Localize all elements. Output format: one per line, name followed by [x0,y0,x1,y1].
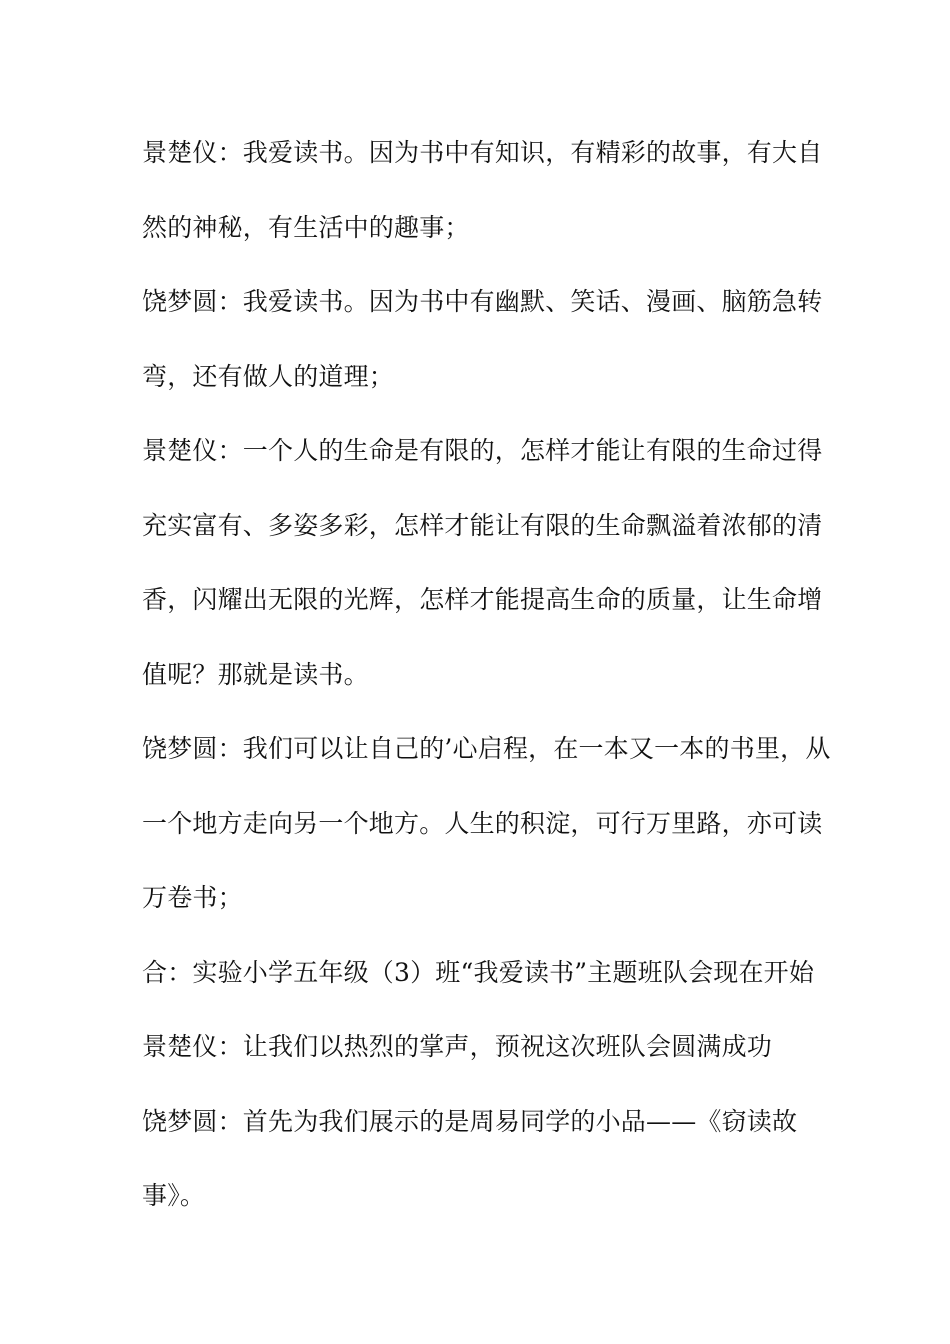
text-line-2: 然的神秘，有生活中的趣事； [142,212,470,242]
text-line-7: 香，闪耀出无限的光辉，怎样才能提高生命的质量，让生命增 [142,585,823,614]
text-line-9: 饶梦圆：我们可以让自己的’心启程，在一本又一本的书里，从 [142,734,831,763]
text-line-15: 事》。 [142,1181,206,1210]
text-line-13: 景楚仪：让我们以热烈的掌声，预祝这次班队会圆满成功 [142,1032,773,1061]
text-line-3: 饶梦圆：我爱读书。因为书中有幽默、笑话、漫画、脑筋急转 [142,287,823,316]
text-line-8: 值呢？那就是读书。 [142,659,369,689]
document-body [142,128,831,1246]
text-line-12: 合：实验小学五年级（3）班“我爱读书”主题班队会现在开始 [142,957,815,987]
text-line-10: 一个地方走向另一个地方。人生的积淀，可行万里路，亦可读 [142,808,823,838]
text-line-11: 万卷书； [142,883,243,912]
text-line-1: 景楚仪：我爱读书。因为书中有知识，有精彩的故事，有大自 [142,138,823,167]
text-line-14: 饶梦圆：首先为我们展示的是周易同学的小品——《窃读故 [142,1106,798,1136]
text-line-4: 弯，还有做人的道理； [142,361,395,391]
text-line-5: 景楚仪：一个人的生命是有限的，怎样才能让有限的生命过得 [142,436,823,465]
text-line-6: 充实富有、多姿多彩，怎样才能让有限的生命飘溢着浓郁的清 [142,510,823,540]
